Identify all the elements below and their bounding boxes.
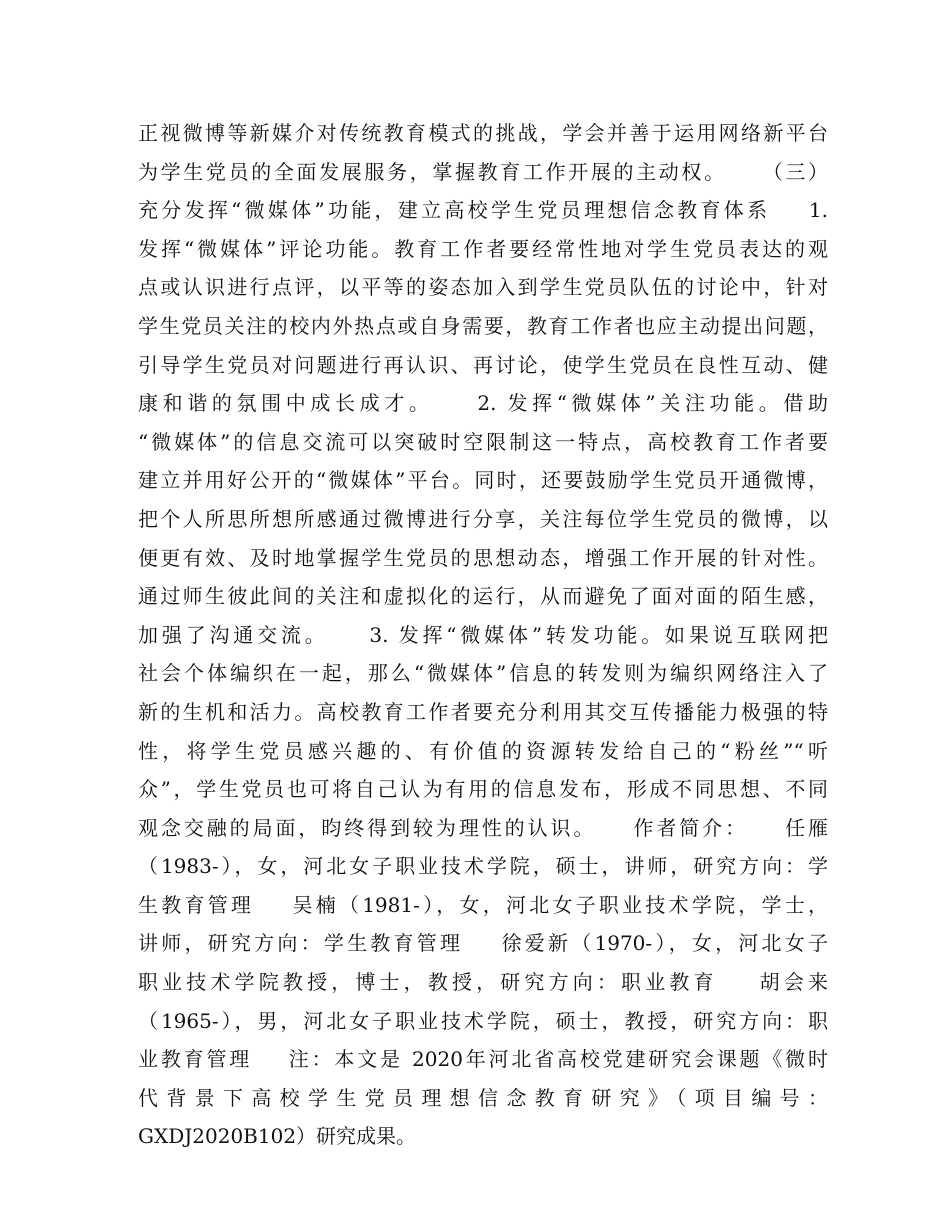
text-line: 加强了沟通交流。 3. 发挥“微媒体”转发功能。如果说互联网把 <box>138 622 828 647</box>
text-line: “微媒体”的信息交流可以突破时空限制这一特点，高校教育工作者要 <box>138 429 828 454</box>
text-line: 康和谐的氛围中成长成才。 2. 发挥“微媒体”关注功能。借助 <box>138 391 828 416</box>
text-line: 新的生机和活力。高校教育工作者要充分利用其交互传播能力极强的特 <box>138 699 828 724</box>
text-line: 职业技术学院教授，博士，教授，研究方向：职业教育 胡会来 <box>138 970 828 995</box>
body-text <box>138 114 828 1156</box>
text-line: 建立并用好公开的“微媒体”平台。同时，还要鼓励学生党员开通微博， <box>138 468 828 493</box>
text-line: 生教育管理 吴楠（1981-），女，河北女子职业技术学院，学士， <box>138 892 828 917</box>
text-line: 学生党员关注的校内外热点或自身需要，教育工作者也应主动提出问题， <box>138 313 828 338</box>
text-line: 点或认识进行点评，以平等的姿态加入到学生党员队伍的讨论中，针对 <box>138 275 828 300</box>
text-line: 引导学生党员对问题进行再认识、再讨论，使学生党员在良性互动、健 <box>138 352 828 377</box>
text-line: 众”，学生党员也可将自己认为有用的信息发布，形成不同思想、不同 <box>138 777 828 802</box>
text-line: 充分发挥“微媒体”功能，建立高校学生党员理想信念教育体系 1. <box>138 198 828 223</box>
text-line: （1983-），女，河北女子职业技术学院，硕士，讲师，研究方向：学 <box>138 854 828 879</box>
text-line: 正视微博等新媒介对传统教育模式的挑战，学会并善于运用网络新平台 <box>138 121 828 145</box>
text-line: 观念交融的局面，昀终得到较为理性的认识。 作者简介： 任雁 <box>138 815 828 840</box>
text-line: 便更有效、及时地掌握学生党员的思想动态，增强工作开展的针对性。 <box>138 545 828 570</box>
text-line: 社会个体编织在一起，那么“微媒体”信息的转发则为编织网络注入了 <box>138 661 828 686</box>
text-line: （1965-），男，河北女子职业技术学院，硕士，教授，研究方向：职 <box>138 1008 828 1033</box>
text-line: 业教育管理 注：本文是 2020年河北省高校党建研究会课题《微时 <box>138 1047 828 1072</box>
text-line: 发挥“微媒体”评论功能。教育工作者要经常性地对学生党员表达的观 <box>138 236 828 261</box>
text-line: 通过师生彼此间的关注和虚拟化的运行，从而避免了面对面的陌生感， <box>138 584 828 609</box>
text-line: 代背景下高校学生党员理想信念教育研究》（项目编号： <box>138 1085 828 1110</box>
text-line: GXDJ2020B102）研究成果。 <box>138 1124 417 1149</box>
text-line: 为学生党员的全面发展服务，掌握教育工作开展的主动权。 （三） <box>138 159 828 184</box>
text-line: 性，将学生党员感兴趣的、有价值的资源转发给自己的“粉丝”“听 <box>138 738 828 763</box>
text-line: 把个人所思所想所感通过微博进行分享，关注每位学生党员的微博，以 <box>138 506 828 531</box>
text-line: 讲师，研究方向：学生教育管理 徐爱新（1970-），女，河北女子 <box>138 931 828 956</box>
